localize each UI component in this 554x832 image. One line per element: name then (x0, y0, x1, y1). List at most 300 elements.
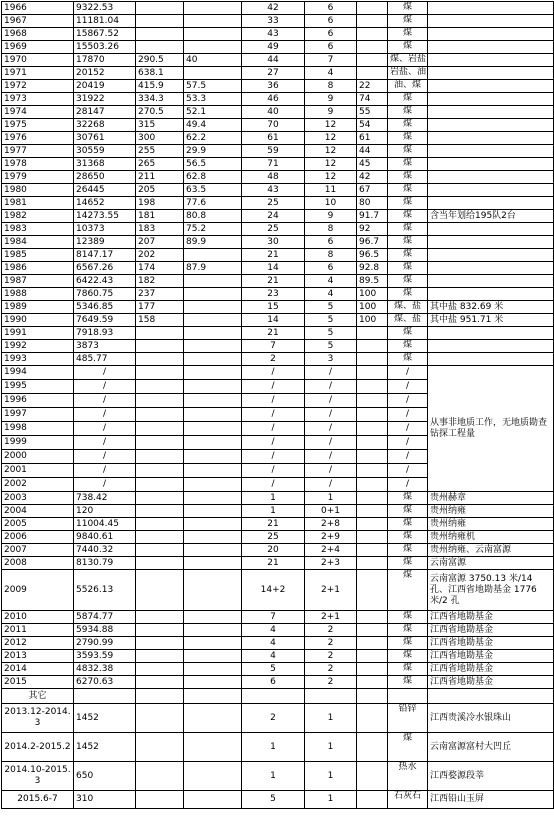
empty-cell (305, 689, 357, 704)
col3-cell (136, 492, 184, 505)
year-cell: 1980 (2, 184, 74, 197)
meters-cell: 5346.85 (74, 301, 136, 314)
col5-cell: 70 (242, 119, 305, 132)
mineral-cell: 煤 (388, 650, 428, 663)
col7-cell (357, 340, 388, 353)
year-cell: 1996 (2, 394, 74, 408)
col3-cell (136, 557, 184, 570)
col6-cell: 4 (305, 288, 357, 301)
col5-cell: 25 (242, 197, 305, 210)
col6-cell: 2+4 (305, 544, 357, 557)
col3-cell: 255 (136, 145, 184, 158)
col3-cell (136, 478, 184, 492)
year-cell: 1975 (2, 119, 74, 132)
col6-cell: 2+9 (305, 531, 357, 544)
table-row (2, 624, 554, 637)
col4-cell (184, 663, 242, 676)
col4-cell (184, 314, 242, 327)
col7-cell (357, 67, 388, 80)
col7-cell (357, 54, 388, 67)
col5-cell: 4 (242, 624, 305, 637)
table-row (2, 366, 554, 380)
col4-cell: 56.5 (184, 158, 242, 171)
meters-cell: 7649.59 (74, 314, 136, 327)
empty-cell (74, 689, 136, 704)
note-cell (428, 262, 554, 275)
col3-cell (136, 791, 184, 809)
col4-cell (184, 275, 242, 288)
col4-cell (184, 301, 242, 314)
col3-cell: 237 (136, 288, 184, 301)
col6-cell: / (305, 394, 357, 408)
table-row (2, 544, 554, 557)
mineral-cell: 煤 (388, 505, 428, 518)
col7-cell (357, 557, 388, 570)
mineral-cell: 煤 (388, 132, 428, 145)
col3-cell (136, 624, 184, 637)
year-cell: 2008 (2, 557, 74, 570)
col4-cell (184, 450, 242, 464)
col6-cell: 5 (305, 314, 357, 327)
mineral-cell: / (388, 408, 428, 422)
year-cell: 1967 (2, 15, 74, 28)
col5-cell: 42 (242, 2, 305, 15)
col7-cell (357, 733, 388, 762)
col4-cell (184, 41, 242, 54)
mineral-cell: 岩盐、油 (388, 67, 428, 80)
year-cell: 1968 (2, 28, 74, 41)
meters-cell: 30559 (74, 145, 136, 158)
col3-cell (136, 663, 184, 676)
col6-cell: 6 (305, 236, 357, 249)
col4-cell (184, 327, 242, 340)
table-row (2, 80, 554, 93)
year-cell: 1971 (2, 67, 74, 80)
col5-cell: / (242, 464, 305, 478)
meters-cell: 6270.63 (74, 676, 136, 689)
year-cell: 2015 (2, 676, 74, 689)
mineral-cell: 石灰石 (388, 791, 428, 809)
drilling-statistics-table (1, 1, 554, 809)
col6-cell: / (305, 464, 357, 478)
meters-cell: 310 (74, 791, 136, 809)
col4-cell (184, 611, 242, 624)
mineral-cell: 煤 (388, 570, 428, 611)
mineral-cell: 煤 (388, 327, 428, 340)
col3-cell: 202 (136, 249, 184, 262)
note-cell (428, 119, 554, 132)
meters-cell: 31922 (74, 93, 136, 106)
col4-cell (184, 366, 242, 380)
note-cell (428, 15, 554, 28)
col3-cell: 205 (136, 184, 184, 197)
year-cell: 1969 (2, 41, 74, 54)
mineral-cell: 煤 (388, 288, 428, 301)
col6-cell: 2+3 (305, 557, 357, 570)
year-cell: 2004 (2, 505, 74, 518)
col5-cell: 43 (242, 28, 305, 41)
mineral-cell: 煤 (388, 531, 428, 544)
col3-cell: 198 (136, 197, 184, 210)
meters-cell: 6422.43 (74, 275, 136, 288)
col5-cell: 71 (242, 158, 305, 171)
col7-cell (357, 570, 388, 611)
col5-cell: 7 (242, 340, 305, 353)
col3-cell (136, 676, 184, 689)
col3-cell: 300 (136, 132, 184, 145)
col3-cell (136, 518, 184, 531)
col5-cell: 14 (242, 262, 305, 275)
year-cell: 1970 (2, 54, 74, 67)
col3-cell (136, 531, 184, 544)
col3-cell (136, 650, 184, 663)
meters-cell: 650 (74, 762, 136, 791)
col7-cell: 100 (357, 301, 388, 314)
col6-cell: 6 (305, 15, 357, 28)
year-cell: 2014.2-2015.2 (2, 733, 74, 762)
col3-cell: 315 (136, 119, 184, 132)
year-cell: 1983 (2, 223, 74, 236)
col4-cell: 57.5 (184, 80, 242, 93)
col4-cell (184, 650, 242, 663)
table-row (2, 531, 554, 544)
note-cell: 贵州纳雍机 (428, 531, 554, 544)
col5-cell: 33 (242, 15, 305, 28)
col4-cell (184, 570, 242, 611)
col3-cell: 265 (136, 158, 184, 171)
note-cell: 江西省地勘基金 (428, 650, 554, 663)
col3-cell: 290.5 (136, 54, 184, 67)
table-row (2, 505, 554, 518)
year-cell: 1979 (2, 171, 74, 184)
table-row (2, 171, 554, 184)
col4-cell: 53.3 (184, 93, 242, 106)
table-row (2, 733, 554, 762)
meters-cell: / (74, 436, 136, 450)
empty-cell (184, 689, 242, 704)
col4-cell (184, 67, 242, 80)
col3-cell (136, 464, 184, 478)
col5-cell: 43 (242, 184, 305, 197)
col6-cell: 2+1 (305, 611, 357, 624)
mineral-cell: 煤 (388, 544, 428, 557)
col3-cell (136, 450, 184, 464)
col5-cell: 4 (242, 637, 305, 650)
col5-cell: 14 (242, 314, 305, 327)
meters-cell: 485.77 (74, 353, 136, 366)
col7-cell: 22 (357, 80, 388, 93)
meters-cell: 28650 (74, 171, 136, 184)
col6-cell: / (305, 380, 357, 394)
col6-cell: / (305, 408, 357, 422)
meters-cell: 14652 (74, 197, 136, 210)
meters-cell: 12389 (74, 236, 136, 249)
table-row (2, 704, 554, 733)
col7-cell (357, 478, 388, 492)
empty-cell (357, 689, 388, 704)
col3-cell (136, 408, 184, 422)
col6-cell: 3 (305, 353, 357, 366)
year-cell: 1990 (2, 314, 74, 327)
col7-cell (357, 41, 388, 54)
note-cell: 江西省地勘基金 (428, 676, 554, 689)
meters-cell: 8130.79 (74, 557, 136, 570)
table-row (2, 28, 554, 41)
table-row (2, 314, 554, 327)
meters-cell: 32268 (74, 119, 136, 132)
col7-cell: 96.7 (357, 236, 388, 249)
col3-cell (136, 380, 184, 394)
col4-cell (184, 557, 242, 570)
gap-note-cell: 从事非地质工作，无地质勘查钻探工程量 (428, 366, 554, 492)
note-cell: 江西省地勘基金 (428, 624, 554, 637)
col7-cell: 96.5 (357, 249, 388, 262)
year-cell: 1997 (2, 408, 74, 422)
table-row (2, 663, 554, 676)
note-cell (428, 353, 554, 366)
col3-cell (136, 394, 184, 408)
note-cell: 云南富源 3750.13 米/14 孔、江西省地勘基金 1776 米/2 孔 (428, 570, 554, 611)
col4-cell: 52.1 (184, 106, 242, 119)
col3-cell (136, 436, 184, 450)
col7-cell (357, 531, 388, 544)
note-cell: 其中盐 951.71 米 (428, 314, 554, 327)
year-cell: 1992 (2, 340, 74, 353)
col6-cell: 12 (305, 145, 357, 158)
col6-cell: 2+1 (305, 570, 357, 611)
col4-cell (184, 288, 242, 301)
note-cell: 贵州赫章 (428, 492, 554, 505)
mineral-cell: 煤、盐 (388, 314, 428, 327)
col5-cell: 5 (242, 663, 305, 676)
col5-cell: 21 (242, 327, 305, 340)
note-cell: 贵州纳雍 (428, 505, 554, 518)
mineral-cell: 热水 (388, 762, 428, 791)
col7-cell: 92.8 (357, 262, 388, 275)
col6-cell: 5 (305, 340, 357, 353)
col4-cell (184, 637, 242, 650)
col5-cell: 46 (242, 93, 305, 106)
note-cell (428, 236, 554, 249)
mineral-cell: 煤 (388, 93, 428, 106)
year-cell: 2014 (2, 663, 74, 676)
col6-cell: 4 (305, 67, 357, 80)
mineral-cell: 煤 (388, 197, 428, 210)
col6-cell: 2 (305, 676, 357, 689)
col6-cell: 7 (305, 54, 357, 67)
table-row (2, 650, 554, 663)
meters-cell: 11181.04 (74, 15, 136, 28)
col5-cell: 1 (242, 733, 305, 762)
mineral-cell: / (388, 450, 428, 464)
note-cell: 贵州纳雍、云南富源 (428, 544, 554, 557)
col7-cell (357, 380, 388, 394)
meters-cell: 3593.59 (74, 650, 136, 663)
col6-cell: 4 (305, 275, 357, 288)
meters-cell: 6567.26 (74, 262, 136, 275)
meters-cell: 7440.32 (74, 544, 136, 557)
col4-cell: 62.2 (184, 132, 242, 145)
col7-cell (357, 394, 388, 408)
col6-cell: 12 (305, 171, 357, 184)
col3-cell: 334.3 (136, 93, 184, 106)
mineral-cell: 煤 (388, 2, 428, 15)
col3-cell: 270.5 (136, 106, 184, 119)
col3-cell: 183 (136, 223, 184, 236)
year-cell: 1973 (2, 93, 74, 106)
col7-cell (357, 450, 388, 464)
col6-cell: 5 (305, 327, 357, 340)
note-cell (428, 340, 554, 353)
col3-cell: 211 (136, 171, 184, 184)
col3-cell: 181 (136, 210, 184, 223)
note-cell (428, 28, 554, 41)
col7-cell (357, 637, 388, 650)
table-row (2, 119, 554, 132)
meters-cell: / (74, 366, 136, 380)
mineral-cell: 煤 (388, 106, 428, 119)
table-row (2, 249, 554, 262)
col7-cell (357, 650, 388, 663)
meters-cell: 1452 (74, 704, 136, 733)
col5-cell: / (242, 478, 305, 492)
col4-cell: 89.9 (184, 236, 242, 249)
table-row (2, 492, 554, 505)
col3-cell: 182 (136, 275, 184, 288)
note-cell (428, 80, 554, 93)
mineral-cell: / (388, 380, 428, 394)
col3-cell: 207 (136, 236, 184, 249)
col7-cell: 67 (357, 184, 388, 197)
col3-cell (136, 15, 184, 28)
note-cell (428, 132, 554, 145)
col7-cell: 54 (357, 119, 388, 132)
mineral-cell: 煤 (388, 41, 428, 54)
col7-cell (357, 464, 388, 478)
meters-cell: / (74, 450, 136, 464)
col4-cell: 80.8 (184, 210, 242, 223)
meters-cell: 7860.75 (74, 288, 136, 301)
table-row (2, 301, 554, 314)
col7-cell (357, 327, 388, 340)
col3-cell (136, 422, 184, 436)
col6-cell: 2+8 (305, 518, 357, 531)
mineral-cell: 煤 (388, 676, 428, 689)
note-cell (428, 67, 554, 80)
meters-cell: 1452 (74, 733, 136, 762)
col4-cell (184, 340, 242, 353)
col6-cell: 1 (305, 704, 357, 733)
col7-cell (357, 422, 388, 436)
year-cell: 2013 (2, 650, 74, 663)
mineral-cell: 煤 (388, 663, 428, 676)
col4-cell: 75.2 (184, 223, 242, 236)
col6-cell: / (305, 422, 357, 436)
col5-cell: 7 (242, 611, 305, 624)
note-cell (428, 184, 554, 197)
mineral-cell: 油、煤 (388, 80, 428, 93)
note-cell (428, 145, 554, 158)
col7-cell: 55 (357, 106, 388, 119)
table-row (2, 93, 554, 106)
table-row (2, 262, 554, 275)
meters-cell: 120 (74, 505, 136, 518)
mineral-cell: 煤 (388, 119, 428, 132)
col7-cell (357, 436, 388, 450)
year-cell: 1993 (2, 353, 74, 366)
col7-cell (357, 704, 388, 733)
col6-cell: 10 (305, 197, 357, 210)
col4-cell (184, 422, 242, 436)
meters-cell: 7918.93 (74, 327, 136, 340)
note-cell (428, 223, 554, 236)
mineral-cell: / (388, 366, 428, 380)
note-cell: 江西省地勘基金 (428, 611, 554, 624)
table-row (2, 54, 554, 67)
col5-cell: 49 (242, 41, 305, 54)
table-row (2, 518, 554, 531)
col4-cell (184, 28, 242, 41)
col7-cell (357, 366, 388, 380)
col6-cell: 2 (305, 650, 357, 663)
col5-cell: 21 (242, 557, 305, 570)
col4-cell: 87.9 (184, 262, 242, 275)
year-cell: 2007 (2, 544, 74, 557)
col4-cell (184, 478, 242, 492)
table-row (2, 557, 554, 570)
mineral-cell: / (388, 394, 428, 408)
empty-cell (242, 689, 305, 704)
mineral-cell: 煤 (388, 557, 428, 570)
mineral-cell: 煤 (388, 262, 428, 275)
col5-cell: 23 (242, 288, 305, 301)
col7-cell (357, 492, 388, 505)
col4-cell (184, 505, 242, 518)
col5-cell: 4 (242, 650, 305, 663)
col5-cell: 44 (242, 54, 305, 67)
col6-cell: 12 (305, 158, 357, 171)
col7-cell (357, 353, 388, 366)
col3-cell (136, 353, 184, 366)
meters-cell: 4832.38 (74, 663, 136, 676)
mineral-cell: 煤 (388, 184, 428, 197)
year-cell: 2003 (2, 492, 74, 505)
col4-cell: 77.6 (184, 197, 242, 210)
col6-cell: 9 (305, 93, 357, 106)
year-cell: 1999 (2, 436, 74, 450)
col5-cell: 1 (242, 762, 305, 791)
table-row (2, 210, 554, 223)
col3-cell: 638.1 (136, 67, 184, 80)
col5-cell: 6 (242, 676, 305, 689)
col5-cell: 2 (242, 704, 305, 733)
col3-cell: 174 (136, 262, 184, 275)
col7-cell (357, 762, 388, 791)
col3-cell (136, 340, 184, 353)
col6-cell: 9 (305, 106, 357, 119)
col3-cell (136, 366, 184, 380)
mineral-cell: 煤 (388, 340, 428, 353)
col5-cell: / (242, 422, 305, 436)
col3-cell (136, 544, 184, 557)
col6-cell: 0+1 (305, 505, 357, 518)
col7-cell: 44 (357, 145, 388, 158)
table-row (2, 340, 554, 353)
table-row (2, 106, 554, 119)
col6-cell: 2 (305, 637, 357, 650)
col4-cell (184, 518, 242, 531)
mineral-cell: 煤 (388, 733, 428, 762)
